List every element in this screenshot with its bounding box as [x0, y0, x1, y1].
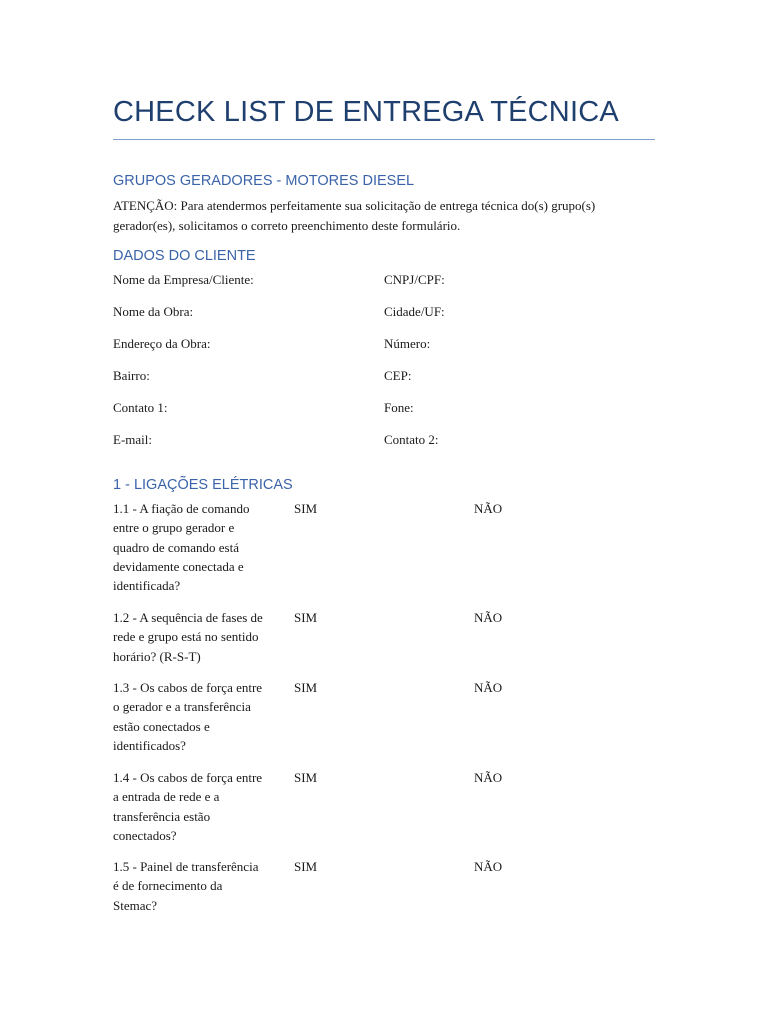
field-label-zip: CEP: — [384, 368, 412, 383]
question-line: estão conectados e — [113, 718, 210, 734]
answer-yes-1-5[interactable]: SIM — [294, 859, 318, 874]
question-1-5 — [113, 857, 285, 915]
field-label-contact-2: Contato 2: — [384, 432, 439, 447]
answer-no-1-4[interactable]: NÃO — [474, 770, 503, 785]
question-line: 1.4 - Os cabos de força entre — [113, 770, 263, 785]
question-line: entre o grupo gerador e — [113, 520, 235, 536]
question-1-3 — [113, 678, 285, 755]
question-line: Stemac? — [113, 897, 158, 913]
field-label-site-name: Nome da Obra: — [113, 304, 194, 319]
field-label-number: Número: — [384, 336, 431, 351]
question-line: identificados? — [113, 737, 186, 753]
question-1-2 — [113, 608, 285, 666]
question-line: 1.1 - A fiação de comando — [113, 501, 250, 516]
question-line: 1.5 - Painel de transferência — [113, 859, 259, 874]
question-line: rede e grupo está no sentido — [113, 629, 259, 645]
answer-yes-1-2[interactable]: SIM — [294, 610, 318, 625]
document-title: CHECK LIST DE ENTREGA TÉCNICA — [113, 96, 619, 128]
question-line: horário? (R-S-T) — [113, 648, 201, 664]
question-line: transferência estão — [113, 808, 211, 824]
answer-yes-1-1[interactable]: SIM — [294, 501, 318, 516]
question-1-4 — [113, 768, 285, 845]
answer-yes-1-4[interactable]: SIM — [294, 770, 318, 785]
answer-yes-1-3[interactable]: SIM — [294, 680, 318, 695]
field-label-company: Nome da Empresa/Cliente: — [113, 272, 254, 287]
field-label-cnpj-cpf: CNPJ/CPF: — [384, 272, 445, 287]
electrical-connections-heading: 1 - LIGAÇÕES ELÉTRICAS — [113, 477, 293, 493]
question-1-1 — [113, 499, 285, 595]
subtitle-heading: GRUPOS GERADORES - MOTORES DIESEL — [113, 173, 415, 189]
question-line: conectados? — [113, 827, 177, 843]
field-label-site-address: Endereço da Obra: — [113, 336, 211, 351]
field-label-district: Bairro: — [113, 368, 150, 383]
question-line: quadro de comando está — [113, 539, 239, 555]
answer-no-1-2[interactable]: NÃO — [474, 610, 503, 625]
question-line: 1.3 - Os cabos de força entre — [113, 680, 263, 695]
field-label-phone: Fone: — [384, 400, 414, 415]
question-line: é de fornecimento da — [113, 878, 223, 894]
client-data-heading: DADOS DO CLIENTE — [113, 248, 256, 264]
question-line: devidamente conectada e — [113, 558, 244, 574]
question-line: identificada? — [113, 578, 181, 594]
notice-line-1: ATENÇÃO: Para atendermos perfeitamente sua solicitação de entrega técnica do(s) grupo(s) — [113, 198, 596, 213]
field-label-email: E-mail: — [113, 432, 152, 447]
field-label-contact-1: Contato 1: — [113, 400, 168, 415]
answer-no-1-3[interactable]: NÃO — [474, 680, 503, 695]
question-line: a entrada de rede e a — [113, 789, 220, 805]
question-line: 1.2 - A sequência de fases de — [113, 610, 263, 625]
answer-no-1-1[interactable]: NÃO — [474, 501, 503, 516]
answer-no-1-5[interactable]: NÃO — [474, 859, 503, 874]
title-underline — [113, 139, 655, 140]
notice-line-2: gerador(es), solicitamos o correto preenchimento deste formulário. — [113, 218, 461, 233]
question-line: o gerador e a transferência — [113, 699, 251, 715]
field-label-city-state: Cidade/UF: — [384, 304, 445, 319]
